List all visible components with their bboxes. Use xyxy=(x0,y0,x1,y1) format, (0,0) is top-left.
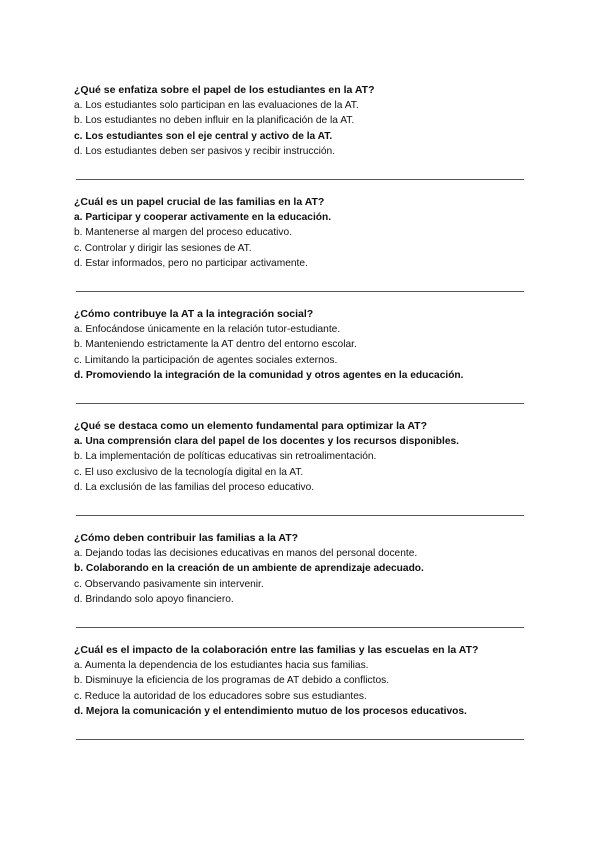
option-c: c. Observando pasivamente sin intervenir. xyxy=(74,578,264,590)
option-c-correct: c. Los estudiantes son el eje central y activo de la AT. xyxy=(74,130,333,142)
option-b: b. Los estudiantes no deben influir en la planificación de la AT. xyxy=(74,115,355,127)
question-block-1 xyxy=(74,83,534,160)
option-d: d. Estar informados, pero no participar activamente. xyxy=(74,258,308,270)
option-a: a. Dejando todas las decisiones educativas en manos del personal docente. xyxy=(74,548,418,559)
question-block-5 xyxy=(74,531,534,608)
question-block-3 xyxy=(74,307,534,384)
option-c: c. Limitando la participación de agentes sociales externos. xyxy=(74,354,338,366)
divider xyxy=(76,739,524,740)
option-b: b. Mantenerse al margen del proceso educativo. xyxy=(74,227,293,239)
option-a-correct: a. Una comprensión clara del papel de los docentes y los recursos disponibles. xyxy=(74,436,459,447)
question-text: ¿Cómo deben contribuir las familias a la AT? xyxy=(74,532,299,544)
option-b: b. Manteniendo estrictamente la AT dentro del entorno escolar. xyxy=(74,339,357,351)
question-block-6 xyxy=(74,643,534,720)
option-a-correct: a. Participar y cooperar activamente en la educación. xyxy=(74,212,332,223)
option-d-correct: d. Promoviendo la integración de la comunidad y otros agentes en la educación. xyxy=(74,370,464,382)
option-d-correct: d. Mejora la comunicación y el entendimiento mutuo de los procesos educativos. xyxy=(74,706,467,718)
question-text: ¿Qué se enfatiza sobre el papel de los estudiantes en la AT? xyxy=(74,84,375,96)
option-a: a. Enfocándose únicamente en la relación tutor-estudiante. xyxy=(74,324,341,335)
divider xyxy=(76,515,524,516)
question-text: ¿Cómo contribuye la AT a la integración social? xyxy=(74,308,314,320)
question-block-2 xyxy=(74,195,534,272)
divider xyxy=(76,403,524,404)
option-a: a. Los estudiantes solo participan en las evaluaciones de la AT. xyxy=(74,100,359,111)
option-d: d. Los estudiantes deben ser pasivos y recibir instrucción. xyxy=(74,146,336,158)
option-c: c. El uso exclusivo de la tecnología digital en la AT. xyxy=(74,466,304,478)
divider xyxy=(76,627,524,628)
option-b-correct: b. Colaborando en la creación de un ambiente de aprendizaje adecuado. xyxy=(74,563,424,575)
option-b: b. La implementación de políticas educativas sin retroalimentación. xyxy=(74,451,377,463)
option-d: d. La exclusión de las familias del proceso educativo. xyxy=(74,482,315,494)
option-c: c. Reduce la autoridad de los educadores sobre sus estudiantes. xyxy=(74,690,367,702)
option-d: d. Brindando solo apoyo financiero. xyxy=(74,594,234,606)
question-block-4 xyxy=(74,419,534,496)
question-text: ¿Qué se destaca como un elemento fundamental para optimizar la AT? xyxy=(74,420,427,432)
option-c: c. Controlar y dirigir las sesiones de AT. xyxy=(74,242,252,254)
question-text: ¿Cuál es un papel crucial de las familias en la AT? xyxy=(74,196,325,208)
option-b: b. Disminuye la eficiencia de los programas de AT debido a conflictos. xyxy=(74,675,390,687)
divider xyxy=(76,179,524,180)
divider xyxy=(76,291,524,292)
option-a: a. Aumenta la dependencia de los estudiantes hacia sus familias. xyxy=(74,660,369,671)
question-text: ¿Cuál es el impacto de la colaboración entre las familias y las escuelas en la AT? xyxy=(74,644,479,656)
